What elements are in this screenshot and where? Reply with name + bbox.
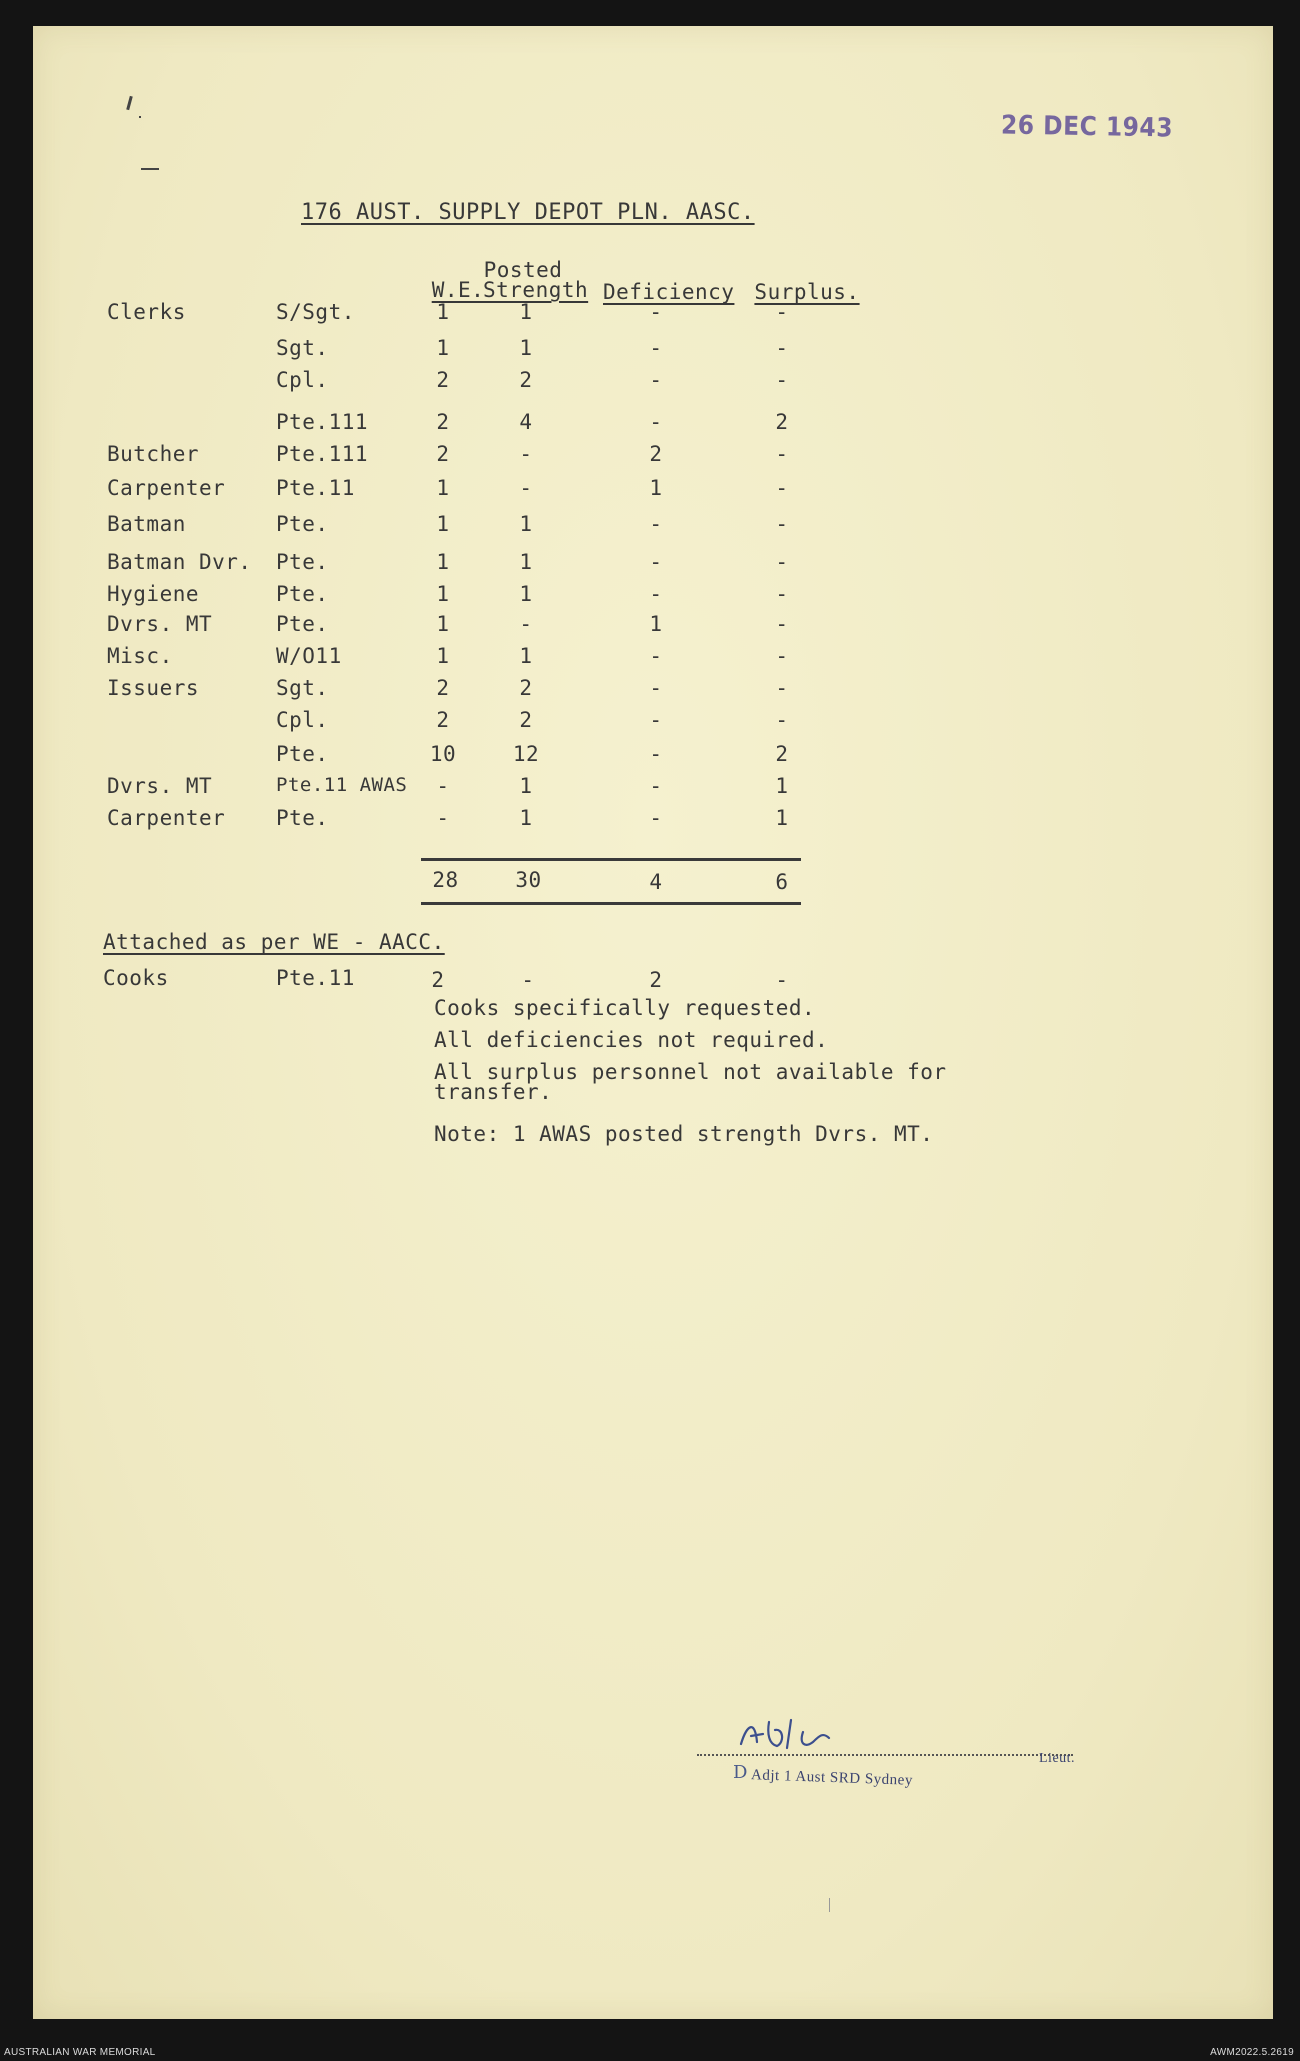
cell-rank: Pte.11 xyxy=(276,476,355,500)
cell-posted: 1 xyxy=(519,774,533,798)
cell-posted: 12 xyxy=(512,742,540,766)
total-surplus: 6 xyxy=(775,870,789,894)
attached-deficiency: 2 xyxy=(649,968,663,992)
header-posted-top: Posted xyxy=(483,258,563,282)
cell-we: 2 xyxy=(436,708,450,732)
cell-deficiency: - xyxy=(649,582,663,606)
cell-surplus: 1 xyxy=(775,806,789,830)
cell-rank: Sgt. xyxy=(276,676,329,700)
cell-surplus: - xyxy=(775,582,789,606)
cell-deficiency: - xyxy=(649,644,663,668)
cell-we: - xyxy=(436,806,450,830)
cell-surplus: - xyxy=(775,676,789,700)
cell-trade: Issuers xyxy=(107,676,200,700)
cell-rank: Pte. xyxy=(276,742,329,766)
cell-trade: Clerks xyxy=(107,300,186,324)
cell-deficiency: 1 xyxy=(649,476,663,500)
cell-we: 2 xyxy=(436,368,450,392)
total-we: 28 xyxy=(432,868,459,892)
footer-right: AWM2022.5.2619 xyxy=(1210,2047,1294,2058)
signature-line xyxy=(697,1754,1073,1756)
cell-surplus: 1 xyxy=(775,774,789,798)
header-deficiency: Deficiency xyxy=(603,280,735,304)
cell-we: 2 xyxy=(436,442,450,466)
cell-posted: - xyxy=(519,612,533,636)
signature-rank: Lieut. xyxy=(1039,1751,1076,1766)
cell-surplus: - xyxy=(775,476,789,500)
cell-rank: Pte.11 AWAS xyxy=(276,774,408,796)
attached-posted: - xyxy=(521,968,535,992)
cell-surplus: - xyxy=(775,300,789,324)
cell-trade: Batman Dvr. xyxy=(107,550,252,574)
cell-rank: Pte. xyxy=(276,512,329,536)
document-title: 176 AUST. SUPPLY DEPOT PLN. AASC. xyxy=(301,200,755,225)
cell-we: 1 xyxy=(436,550,450,574)
cell-posted: 2 xyxy=(519,676,533,700)
signature-role: Adjt 1 Aust SRD Sydney xyxy=(750,1767,914,1789)
cell-rank: Pte. xyxy=(276,582,329,606)
header-surplus: Surplus. xyxy=(754,280,860,304)
cell-we: 1 xyxy=(436,582,450,606)
cell-rank: Pte. xyxy=(276,550,329,574)
cell-deficiency: - xyxy=(649,336,663,360)
cell-posted: 1 xyxy=(519,336,533,360)
cell-trade: Butcher xyxy=(107,442,200,466)
note-awas: Note: 1 AWAS posted strength Dvrs. MT. xyxy=(434,1122,934,1146)
note-surplus-2: transfer. xyxy=(434,1080,553,1104)
cell-surplus: - xyxy=(775,368,789,392)
cell-posted: 1 xyxy=(519,582,533,606)
cell-we: 1 xyxy=(436,612,450,636)
cell-trade: Hygiene xyxy=(107,582,200,606)
note-deficiencies: All deficiencies not required. xyxy=(434,1028,829,1052)
handwritten-signature xyxy=(733,1714,843,1756)
cell-posted: 1 xyxy=(519,644,533,668)
footer-left: AUSTRALIAN WAR MEMORIAL xyxy=(4,2047,156,2058)
cell-posted: 4 xyxy=(519,410,533,434)
attached-surplus: - xyxy=(775,968,789,992)
cell-trade: Carpenter xyxy=(107,806,226,830)
ink-mark xyxy=(829,1898,830,1912)
cell-we: 1 xyxy=(436,644,450,668)
cell-deficiency: - xyxy=(649,410,663,434)
cell-we: 2 xyxy=(436,676,450,700)
cell-we: 1 xyxy=(436,512,450,536)
cell-we: 1 xyxy=(436,300,450,324)
cell-we: 10 xyxy=(429,742,457,766)
cell-deficiency: 2 xyxy=(649,442,663,466)
document-page xyxy=(33,26,1273,2019)
header-posted-strength: Strength xyxy=(483,278,589,302)
cell-deficiency: 1 xyxy=(649,612,663,636)
total-posted: 30 xyxy=(515,868,542,892)
cell-deficiency: - xyxy=(649,806,663,830)
cell-trade: Dvrs. MT xyxy=(107,612,213,636)
ink-mark xyxy=(141,168,159,170)
cell-trade: Batman xyxy=(107,512,186,536)
note-surplus-1: All surplus personnel not available for xyxy=(434,1060,947,1084)
cell-posted: 1 xyxy=(519,806,533,830)
cell-trade: Carpenter xyxy=(107,476,226,500)
cell-posted: 1 xyxy=(519,300,533,324)
date-stamp: 26 DEC 1943 xyxy=(1000,110,1174,144)
cell-posted: 2 xyxy=(519,708,533,732)
cell-deficiency: - xyxy=(649,774,663,798)
signature-prefix: D xyxy=(733,1762,748,1783)
cell-surplus: - xyxy=(775,512,789,536)
cell-rank: Cpl. xyxy=(276,368,329,392)
totals-rule-top xyxy=(421,858,801,861)
cell-rank: Cpl. xyxy=(276,708,329,732)
cell-rank: S/Sgt. xyxy=(276,300,355,324)
cell-posted: 2 xyxy=(519,368,533,392)
attached-we: 2 xyxy=(431,968,445,992)
cell-trade: Misc. xyxy=(107,644,173,668)
cell-trade: Dvrs. MT xyxy=(107,774,213,798)
cell-surplus: 2 xyxy=(775,742,789,766)
cell-surplus: - xyxy=(775,442,789,466)
note-cooks: Cooks specifically requested. xyxy=(434,996,816,1020)
attached-heading: Attached as per WE - AACC. xyxy=(103,930,445,954)
cell-rank: Pte. xyxy=(276,806,329,830)
cell-we: 1 xyxy=(436,476,450,500)
cell-surplus: - xyxy=(775,612,789,636)
cell-rank: Sgt. xyxy=(276,336,329,360)
cell-deficiency: - xyxy=(649,300,663,324)
cell-we: - xyxy=(436,774,450,798)
attached-rank: Pte.11 xyxy=(276,966,355,990)
cell-deficiency: - xyxy=(649,368,663,392)
total-deficiency: 4 xyxy=(649,870,663,894)
cell-rank: Pte.111 xyxy=(276,442,369,466)
cell-rank: Pte. xyxy=(276,612,329,636)
cell-rank: W/O11 xyxy=(276,644,342,668)
cell-posted: 1 xyxy=(519,512,533,536)
totals-rule-bottom xyxy=(421,902,801,905)
cell-surplus: - xyxy=(775,336,789,360)
cell-posted: - xyxy=(519,476,533,500)
attached-trade: Cooks xyxy=(103,966,169,990)
cell-surplus: 2 xyxy=(775,410,789,434)
cell-we: 2 xyxy=(436,410,450,434)
ink-mark xyxy=(139,116,141,118)
cell-posted: 1 xyxy=(519,550,533,574)
header-we: W.E. xyxy=(431,278,485,302)
cell-deficiency: - xyxy=(649,512,663,536)
cell-deficiency: - xyxy=(649,676,663,700)
cell-rank: Pte.111 xyxy=(276,410,369,434)
cell-deficiency: - xyxy=(649,708,663,732)
cell-posted: - xyxy=(519,442,533,466)
ink-mark xyxy=(126,96,133,110)
cell-deficiency: - xyxy=(649,550,663,574)
cell-we: 1 xyxy=(436,336,450,360)
cell-surplus: - xyxy=(775,550,789,574)
cell-surplus: - xyxy=(775,644,789,668)
cell-surplus: - xyxy=(775,708,789,732)
cell-deficiency: - xyxy=(649,742,663,766)
